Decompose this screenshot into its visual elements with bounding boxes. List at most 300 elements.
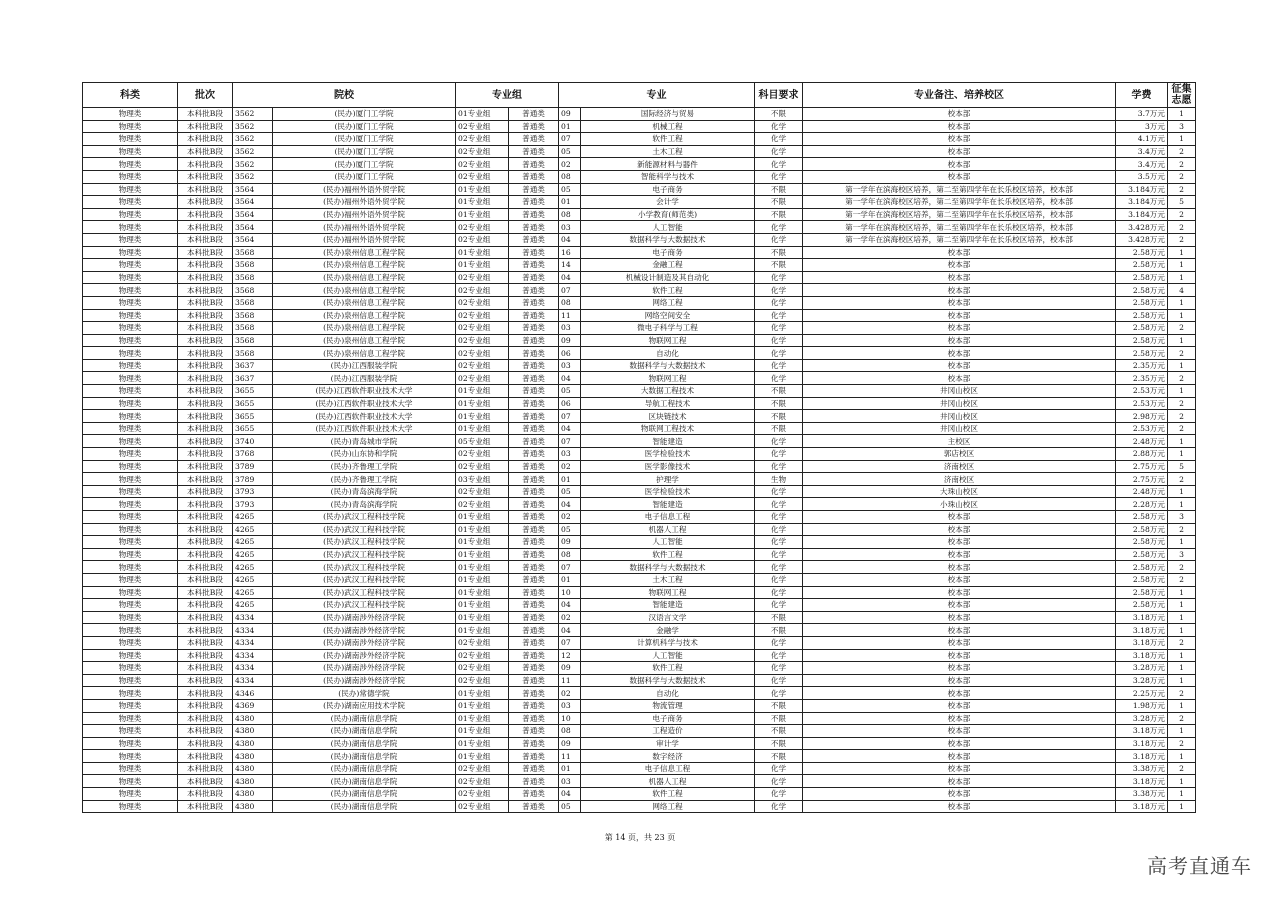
cell-type: 普通类 <box>509 498 559 511</box>
cell-batch: 本科批B段 <box>178 649 233 662</box>
cell-type: 普通类 <box>509 448 559 461</box>
cell-subject-category: 物理类 <box>83 737 178 750</box>
cell-school-name: (民办)厦门工学院 <box>273 158 456 171</box>
cell-major-name: 人工智能 <box>581 221 755 234</box>
cell-major-group: 01专业组 <box>456 599 509 612</box>
cell-remarks-campus: 主校区 <box>803 435 1116 448</box>
cell-subject-category: 物理类 <box>83 120 178 133</box>
cell-type: 普通类 <box>509 649 559 662</box>
cell-major-code: 03 <box>559 448 581 461</box>
cell-subject-requirement: 化学 <box>755 674 803 687</box>
cell-subject-requirement: 不限 <box>755 737 803 750</box>
cell-remarks-campus: 校本部 <box>803 611 1116 624</box>
table-row <box>83 246 1196 259</box>
cell-remarks-campus: 校本部 <box>803 120 1116 133</box>
cell-school-name: (民办)厦门工学院 <box>273 108 456 121</box>
cell-solicit-count: 2 <box>1168 208 1196 221</box>
cell-solicit-count: 2 <box>1168 347 1196 360</box>
cell-school-name: (民办)武汉工程科技学院 <box>273 561 456 574</box>
cell-batch: 本科批B段 <box>178 221 233 234</box>
cell-subject-category: 物理类 <box>83 133 178 146</box>
cell-tuition: 2.58万元 <box>1116 296 1168 309</box>
cell-major-name: 网络工程 <box>581 296 755 309</box>
cell-major-group: 02专业组 <box>456 296 509 309</box>
cell-remarks-campus: 校本部 <box>803 246 1116 259</box>
cell-subject-requirement: 化学 <box>755 485 803 498</box>
cell-school-name: (民办)齐鲁理工学院 <box>273 473 456 486</box>
cell-remarks-campus: 校本部 <box>803 334 1116 347</box>
cell-type: 普通类 <box>509 410 559 423</box>
cell-major-code: 07 <box>559 561 581 574</box>
cell-major-group: 02专业组 <box>456 284 509 297</box>
cell-type: 普通类 <box>509 385 559 398</box>
cell-subject-requirement: 化学 <box>755 573 803 586</box>
admission-table <box>82 82 1196 813</box>
cell-major-group: 01专业组 <box>456 611 509 624</box>
cell-school-code: 3768 <box>233 448 273 461</box>
cell-type: 普通类 <box>509 712 559 725</box>
cell-batch: 本科批B段 <box>178 170 233 183</box>
table-row <box>83 296 1196 309</box>
cell-school-name: (民办)江西服装学院 <box>273 372 456 385</box>
cell-batch: 本科批B段 <box>178 196 233 209</box>
cell-major-name: 金融工程 <box>581 259 755 272</box>
cell-remarks-campus: 第一学年在滨海校区培养，第二至第四学年在长乐校区培养，校本部 <box>803 208 1116 221</box>
cell-major-name: 物联网工程技术 <box>581 422 755 435</box>
table-row <box>83 624 1196 637</box>
cell-major-group: 02专业组 <box>456 649 509 662</box>
cell-batch: 本科批B段 <box>178 536 233 549</box>
cell-batch: 本科批B段 <box>178 108 233 121</box>
cell-subject-category: 物理类 <box>83 473 178 486</box>
cell-subject-requirement: 化学 <box>755 233 803 246</box>
cell-school-code: 3568 <box>233 309 273 322</box>
table-row <box>83 611 1196 624</box>
table-row <box>83 170 1196 183</box>
cell-school-name: (民办)湖南信息学院 <box>273 788 456 801</box>
table-row <box>83 158 1196 171</box>
cell-major-name: 人工智能 <box>581 649 755 662</box>
cell-type: 普通类 <box>509 296 559 309</box>
cell-remarks-campus: 校本部 <box>803 674 1116 687</box>
table-row <box>83 561 1196 574</box>
cell-tuition: 3.18万元 <box>1116 636 1168 649</box>
cell-subject-requirement: 不限 <box>755 410 803 423</box>
cell-type: 普通类 <box>509 158 559 171</box>
cell-major-code: 04 <box>559 233 581 246</box>
cell-subject-requirement: 不限 <box>755 385 803 398</box>
cell-major-name: 导航工程技术 <box>581 397 755 410</box>
cell-major-group: 02专业组 <box>456 309 509 322</box>
cell-subject-requirement: 化学 <box>755 347 803 360</box>
cell-school-code: 4334 <box>233 624 273 637</box>
cell-subject-requirement: 化学 <box>755 460 803 473</box>
cell-tuition: 2.58万元 <box>1116 536 1168 549</box>
cell-school-name: (民办)湖南信息学院 <box>273 762 456 775</box>
cell-remarks-campus: 校本部 <box>803 133 1116 146</box>
cell-major-code: 11 <box>559 309 581 322</box>
cell-major-code: 01 <box>559 473 581 486</box>
cell-school-code: 4265 <box>233 599 273 612</box>
table-row <box>83 649 1196 662</box>
cell-school-name: (民办)泉州信息工程学院 <box>273 271 456 284</box>
cell-batch: 本科批B段 <box>178 687 233 700</box>
cell-subject-category: 物理类 <box>83 750 178 763</box>
cell-major-group: 02专业组 <box>456 372 509 385</box>
cell-major-name: 区块链技术 <box>581 410 755 423</box>
cell-subject-requirement: 不限 <box>755 108 803 121</box>
cell-major-name: 网络空间安全 <box>581 309 755 322</box>
cell-tuition: 2.58万元 <box>1116 309 1168 322</box>
cell-subject-requirement: 化学 <box>755 788 803 801</box>
cell-major-name: 土木工程 <box>581 573 755 586</box>
cell-type: 普通类 <box>509 750 559 763</box>
cell-remarks-campus: 济南校区 <box>803 460 1116 473</box>
cell-school-code: 3789 <box>233 460 273 473</box>
cell-major-group: 02专业组 <box>456 359 509 372</box>
cell-school-name: (民办)泉州信息工程学院 <box>273 347 456 360</box>
cell-school-code: 3562 <box>233 133 273 146</box>
cell-major-name: 软件工程 <box>581 284 755 297</box>
cell-school-name: (民办)常德学院 <box>273 687 456 700</box>
cell-remarks-campus: 第一学年在滨海校区培养，第二至第四学年在长乐校区培养，校本部 <box>803 233 1116 246</box>
cell-solicit-count: 2 <box>1168 636 1196 649</box>
cell-major-group: 01专业组 <box>456 422 509 435</box>
cell-school-name: (民办)泉州信息工程学院 <box>273 246 456 259</box>
cell-tuition: 2.53万元 <box>1116 422 1168 435</box>
header-remarks-campus: 专业备注、培养校区 <box>803 83 1116 108</box>
cell-school-name: (民办)湖南涉外经济学院 <box>273 611 456 624</box>
cell-major-group: 05专业组 <box>456 435 509 448</box>
cell-major-name: 小学教育(师范类) <box>581 208 755 221</box>
cell-major-name: 工程造价 <box>581 725 755 738</box>
cell-tuition: 2.88万元 <box>1116 448 1168 461</box>
cell-subject-category: 物理类 <box>83 586 178 599</box>
cell-major-group: 02专业组 <box>456 347 509 360</box>
cell-subject-requirement: 不限 <box>755 699 803 712</box>
cell-major-name: 数据科学与大数据技术 <box>581 561 755 574</box>
cell-batch: 本科批B段 <box>178 674 233 687</box>
cell-batch: 本科批B段 <box>178 485 233 498</box>
cell-type: 普通类 <box>509 133 559 146</box>
cell-subject-requirement: 不限 <box>755 208 803 221</box>
cell-type: 普通类 <box>509 636 559 649</box>
cell-major-name: 机械工程 <box>581 120 755 133</box>
cell-school-code: 4265 <box>233 586 273 599</box>
cell-solicit-count: 3 <box>1168 120 1196 133</box>
cell-school-code: 3564 <box>233 233 273 246</box>
cell-solicit-count: 1 <box>1168 485 1196 498</box>
cell-major-name: 机器人工程 <box>581 775 755 788</box>
cell-major-name: 金融学 <box>581 624 755 637</box>
cell-type: 普通类 <box>509 561 559 574</box>
cell-school-name: (民办)武汉工程科技学院 <box>273 599 456 612</box>
cell-tuition: 2.58万元 <box>1116 573 1168 586</box>
cell-school-code: 4265 <box>233 573 273 586</box>
cell-school-name: (民办)厦门工学院 <box>273 145 456 158</box>
cell-remarks-campus: 井冈山校区 <box>803 397 1116 410</box>
cell-subject-category: 物理类 <box>83 196 178 209</box>
cell-school-code: 3568 <box>233 334 273 347</box>
cell-major-code: 01 <box>559 120 581 133</box>
cell-tuition: 3.18万元 <box>1116 611 1168 624</box>
cell-remarks-campus: 济南校区 <box>803 473 1116 486</box>
cell-batch: 本科批B段 <box>178 359 233 372</box>
table-row <box>83 259 1196 272</box>
cell-subject-requirement: 化学 <box>755 548 803 561</box>
cell-solicit-count: 2 <box>1168 410 1196 423</box>
cell-subject-category: 物理类 <box>83 561 178 574</box>
cell-type: 普通类 <box>509 511 559 524</box>
cell-tuition: 3.18万元 <box>1116 649 1168 662</box>
cell-major-name: 物联网工程 <box>581 334 755 347</box>
cell-tuition: 2.58万元 <box>1116 246 1168 259</box>
cell-major-code: 06 <box>559 397 581 410</box>
cell-batch: 本科批B段 <box>178 511 233 524</box>
cell-major-name: 机械设计制造及其自动化 <box>581 271 755 284</box>
cell-subject-requirement: 化学 <box>755 435 803 448</box>
cell-remarks-campus: 校本部 <box>803 762 1116 775</box>
cell-remarks-campus: 校本部 <box>803 284 1116 297</box>
cell-type: 普通类 <box>509 221 559 234</box>
cell-tuition: 2.75万元 <box>1116 473 1168 486</box>
cell-subject-category: 物理类 <box>83 435 178 448</box>
cell-solicit-count: 1 <box>1168 649 1196 662</box>
cell-major-name: 物联网工程 <box>581 372 755 385</box>
cell-school-code: 4265 <box>233 523 273 536</box>
cell-solicit-count: 1 <box>1168 586 1196 599</box>
cell-type: 普通类 <box>509 359 559 372</box>
cell-tuition: 3.184万元 <box>1116 196 1168 209</box>
cell-school-name: (民办)湖南涉外经济学院 <box>273 674 456 687</box>
cell-remarks-campus: 校本部 <box>803 687 1116 700</box>
cell-major-name: 电子商务 <box>581 246 755 259</box>
cell-solicit-count: 1 <box>1168 133 1196 146</box>
table-row <box>83 725 1196 738</box>
cell-major-code: 05 <box>559 385 581 398</box>
cell-tuition: 2.58万元 <box>1116 599 1168 612</box>
cell-type: 普通类 <box>509 800 559 813</box>
cell-type: 普通类 <box>509 233 559 246</box>
cell-tuition: 3.28万元 <box>1116 662 1168 675</box>
cell-major-code: 09 <box>559 536 581 549</box>
table-row <box>83 322 1196 335</box>
cell-tuition: 2.28万元 <box>1116 498 1168 511</box>
cell-school-code: 3568 <box>233 347 273 360</box>
cell-subject-category: 物理类 <box>83 725 178 738</box>
cell-school-code: 3562 <box>233 108 273 121</box>
cell-tuition: 2.48万元 <box>1116 485 1168 498</box>
cell-school-name: (民办)武汉工程科技学院 <box>273 573 456 586</box>
cell-major-code: 04 <box>559 372 581 385</box>
cell-remarks-campus: 校本部 <box>803 322 1116 335</box>
cell-subject-category: 物理类 <box>83 334 178 347</box>
cell-major-group: 02专业组 <box>456 775 509 788</box>
cell-major-code: 03 <box>559 322 581 335</box>
cell-subject-requirement: 化学 <box>755 523 803 536</box>
cell-type: 普通类 <box>509 246 559 259</box>
cell-type: 普通类 <box>509 586 559 599</box>
cell-major-group: 02专业组 <box>456 322 509 335</box>
cell-tuition: 3.5万元 <box>1116 170 1168 183</box>
cell-tuition: 3.18万元 <box>1116 737 1168 750</box>
cell-remarks-campus: 校本部 <box>803 636 1116 649</box>
cell-tuition: 3.18万元 <box>1116 725 1168 738</box>
cell-school-name: (民办)青岛滨海学院 <box>273 485 456 498</box>
cell-batch: 本科批B段 <box>178 624 233 637</box>
cell-subject-category: 物理类 <box>83 309 178 322</box>
header-subject-category: 科类 <box>83 83 178 108</box>
cell-remarks-campus: 校本部 <box>803 586 1116 599</box>
cell-school-name: (民办)福州外语外贸学院 <box>273 221 456 234</box>
cell-major-name: 软件工程 <box>581 788 755 801</box>
cell-major-name: 自动化 <box>581 347 755 360</box>
cell-solicit-count: 1 <box>1168 611 1196 624</box>
table-row <box>83 410 1196 423</box>
cell-school-name: (民办)武汉工程科技学院 <box>273 536 456 549</box>
cell-major-code: 11 <box>559 674 581 687</box>
cell-school-name: (民办)齐鲁理工学院 <box>273 460 456 473</box>
cell-batch: 本科批B段 <box>178 448 233 461</box>
cell-batch: 本科批B段 <box>178 309 233 322</box>
cell-major-group: 02专业组 <box>456 448 509 461</box>
cell-subject-requirement: 化学 <box>755 221 803 234</box>
cell-subject-requirement: 化学 <box>755 322 803 335</box>
cell-school-name: (民办)福州外语外贸学院 <box>273 183 456 196</box>
cell-tuition: 3.18万元 <box>1116 624 1168 637</box>
cell-remarks-campus: 校本部 <box>803 788 1116 801</box>
cell-tuition: 2.58万元 <box>1116 322 1168 335</box>
cell-remarks-campus: 校本部 <box>803 511 1116 524</box>
cell-type: 普通类 <box>509 170 559 183</box>
cell-school-code: 4380 <box>233 775 273 788</box>
cell-solicit-count: 2 <box>1168 221 1196 234</box>
header-solicit-volunteer <box>1168 83 1196 108</box>
cell-type: 普通类 <box>509 196 559 209</box>
cell-major-name: 数字经济 <box>581 750 755 763</box>
cell-subject-requirement: 化学 <box>755 334 803 347</box>
cell-batch: 本科批B段 <box>178 334 233 347</box>
cell-tuition: 3.38万元 <box>1116 788 1168 801</box>
cell-remarks-campus: 第一学年在滨海校区培养，第二至第四学年在长乐校区培养，校本部 <box>803 183 1116 196</box>
cell-batch: 本科批B段 <box>178 788 233 801</box>
cell-subject-category: 物理类 <box>83 259 178 272</box>
cell-major-code: 03 <box>559 359 581 372</box>
cell-school-name: (民办)湖南应用技术学院 <box>273 699 456 712</box>
cell-major-group: 01专业组 <box>456 536 509 549</box>
cell-school-code: 3655 <box>233 397 273 410</box>
cell-school-name: (民办)江西软件职业技术大学 <box>273 397 456 410</box>
cell-subject-category: 物理类 <box>83 221 178 234</box>
cell-subject-category: 物理类 <box>83 359 178 372</box>
cell-school-name: (民办)泉州信息工程学院 <box>273 284 456 297</box>
cell-solicit-count: 2 <box>1168 145 1196 158</box>
cell-type: 普通类 <box>509 573 559 586</box>
cell-major-name: 软件工程 <box>581 133 755 146</box>
header-row <box>83 83 1196 108</box>
cell-school-name: (民办)江西软件职业技术大学 <box>273 422 456 435</box>
cell-major-group: 02专业组 <box>456 170 509 183</box>
cell-tuition: 2.58万元 <box>1116 548 1168 561</box>
cell-major-code: 04 <box>559 422 581 435</box>
cell-school-name: (民办)福州外语外贸学院 <box>273 196 456 209</box>
cell-school-name: (民办)湖南涉外经济学院 <box>273 624 456 637</box>
cell-school-code: 3637 <box>233 372 273 385</box>
cell-batch: 本科批B段 <box>178 611 233 624</box>
cell-major-code: 05 <box>559 183 581 196</box>
cell-major-code: 01 <box>559 573 581 586</box>
cell-subject-category: 物理类 <box>83 322 178 335</box>
cell-tuition: 3.18万元 <box>1116 800 1168 813</box>
cell-remarks-campus: 校本部 <box>803 750 1116 763</box>
cell-major-code: 05 <box>559 800 581 813</box>
table-row <box>83 548 1196 561</box>
cell-tuition: 3.428万元 <box>1116 221 1168 234</box>
cell-major-name: 医学检验技术 <box>581 485 755 498</box>
cell-major-group: 02专业组 <box>456 498 509 511</box>
cell-remarks-campus: 井冈山校区 <box>803 385 1116 398</box>
cell-subject-category: 物理类 <box>83 485 178 498</box>
cell-subject-requirement: 化学 <box>755 649 803 662</box>
cell-remarks-campus: 校本部 <box>803 309 1116 322</box>
cell-remarks-campus: 校本部 <box>803 649 1116 662</box>
cell-subject-requirement: 化学 <box>755 120 803 133</box>
cell-major-name: 网络工程 <box>581 800 755 813</box>
cell-type: 普通类 <box>509 259 559 272</box>
cell-subject-category: 物理类 <box>83 233 178 246</box>
cell-batch: 本科批B段 <box>178 145 233 158</box>
cell-batch: 本科批B段 <box>178 498 233 511</box>
cell-tuition: 3.18万元 <box>1116 775 1168 788</box>
cell-remarks-campus: 校本部 <box>803 170 1116 183</box>
cell-subject-category: 物理类 <box>83 271 178 284</box>
cell-solicit-count: 3 <box>1168 511 1196 524</box>
cell-solicit-count: 1 <box>1168 599 1196 612</box>
cell-remarks-campus: 郭店校区 <box>803 448 1116 461</box>
table-row <box>83 473 1196 486</box>
cell-major-group: 01专业组 <box>456 246 509 259</box>
cell-subject-requirement: 不限 <box>755 624 803 637</box>
cell-remarks-campus: 校本部 <box>803 699 1116 712</box>
cell-major-group: 02专业组 <box>456 800 509 813</box>
cell-school-name: (民办)青岛城市学院 <box>273 435 456 448</box>
table-row <box>83 435 1196 448</box>
cell-solicit-count: 1 <box>1168 259 1196 272</box>
cell-school-code: 3637 <box>233 359 273 372</box>
header-subject-requirement: 科目要求 <box>755 83 803 108</box>
page-footer: 第 14 页，共 23 页 <box>604 833 676 842</box>
cell-tuition: 3.28万元 <box>1116 712 1168 725</box>
cell-solicit-count: 1 <box>1168 788 1196 801</box>
cell-subject-requirement: 化学 <box>755 145 803 158</box>
table-row <box>83 133 1196 146</box>
table-row <box>83 674 1196 687</box>
cell-remarks-campus: 校本部 <box>803 259 1116 272</box>
cell-subject-requirement: 不限 <box>755 196 803 209</box>
cell-school-name: (民办)湖南信息学院 <box>273 800 456 813</box>
cell-batch: 本科批B段 <box>178 561 233 574</box>
table-row <box>83 762 1196 775</box>
cell-school-code: 4334 <box>233 649 273 662</box>
cell-school-name: (民办)厦门工学院 <box>273 120 456 133</box>
cell-solicit-count: 2 <box>1168 170 1196 183</box>
cell-major-code: 09 <box>559 108 581 121</box>
cell-batch: 本科批B段 <box>178 397 233 410</box>
cell-remarks-campus: 第一学年在滨海校区培养，第二至第四学年在长乐校区培养，校本部 <box>803 196 1116 209</box>
cell-school-name: (民办)江西软件职业技术大学 <box>273 410 456 423</box>
cell-major-code: 11 <box>559 750 581 763</box>
cell-school-code: 4334 <box>233 611 273 624</box>
